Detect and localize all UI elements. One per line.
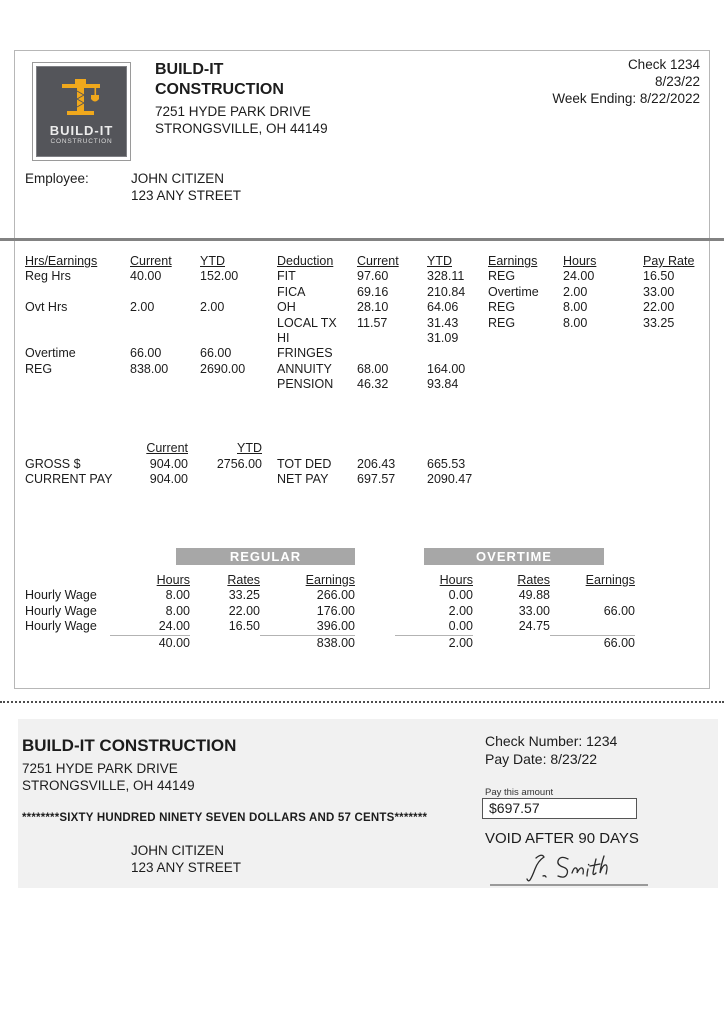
cell: 31.43 — [427, 315, 459, 330]
employee-label: Employee: — [25, 171, 89, 186]
cell: 11.57 — [357, 315, 388, 330]
cell — [200, 331, 277, 346]
cell: Overtime — [488, 284, 539, 299]
cell: 8.00 — [563, 315, 588, 330]
cell: 64.06 — [427, 300, 459, 315]
col-header: Earnings — [305, 573, 355, 587]
cell: Hourly Wage — [25, 603, 97, 618]
cell: HI — [277, 330, 290, 345]
cell: 2.00 — [448, 603, 473, 618]
cell — [550, 588, 635, 603]
check-info-block — [552, 56, 700, 107]
logo-title: BUILD-IT — [49, 123, 114, 138]
col-header: Rates — [227, 573, 260, 587]
col-header: Earnings — [585, 573, 635, 587]
cell — [357, 346, 427, 361]
cell — [25, 441, 145, 457]
employee-name: JOHN CITIZEN — [131, 171, 224, 186]
col-header: Current — [130, 254, 172, 268]
stub-divider — [0, 238, 724, 241]
overtime-table — [395, 573, 635, 650]
cell: NET PAY — [277, 472, 329, 486]
cell: REG — [488, 300, 516, 315]
cell: 210.84 — [427, 284, 466, 299]
cell — [277, 441, 357, 457]
cell: 46.32 — [357, 377, 389, 392]
cell: 24.00 — [563, 269, 595, 284]
cell: 206.43 — [357, 456, 396, 471]
cell: Ovt Hrs — [25, 300, 68, 315]
cell: PENSION — [277, 377, 334, 392]
cell — [25, 316, 130, 331]
cell: 2756.00 — [216, 456, 262, 471]
pay-amount-label: Pay this amount — [485, 787, 554, 798]
pay-amount-box: $697.57 — [482, 798, 637, 819]
cell — [488, 362, 563, 377]
cell — [550, 619, 635, 634]
cell: 66.00 — [603, 603, 635, 618]
cell — [200, 316, 277, 331]
cell: 176.00 — [316, 603, 355, 618]
col-header: YTD — [427, 254, 452, 268]
payee-address: 123 ANY STREET — [131, 860, 242, 875]
company-header — [155, 60, 328, 137]
total-cell: 838.00 — [260, 635, 355, 650]
company-address2: STRONGSVILLE, OH 44149 — [155, 121, 328, 136]
crane-icon — [60, 78, 104, 121]
col-header: Hrs/Earnings — [25, 254, 98, 268]
cell: 49.88 — [518, 588, 550, 603]
logo-subtitle: CONSTRUCTION — [50, 138, 113, 145]
cell: 2.00 — [200, 300, 225, 315]
perforation-line — [0, 701, 724, 703]
cell — [188, 472, 262, 488]
cell: 328.11 — [427, 269, 465, 284]
cell: 40.00 — [130, 269, 162, 284]
cell — [25, 573, 110, 588]
cell: 904.00 — [149, 472, 188, 486]
cell: 97.60 — [357, 269, 389, 284]
cell — [563, 346, 643, 361]
cell — [563, 377, 643, 392]
col-header: Deduction — [277, 254, 334, 268]
cell — [357, 441, 427, 457]
cell: 16.50 — [228, 619, 260, 634]
col-header: Pay Rate — [643, 254, 695, 268]
col-header: YTD — [200, 254, 225, 268]
cell: 33.25 — [228, 588, 260, 603]
cell: GROSS $ — [25, 456, 81, 471]
cell: REG — [488, 315, 516, 330]
company-logo — [32, 62, 131, 161]
total-cell — [190, 635, 260, 650]
cell: 33.00 — [518, 603, 550, 618]
regular-table — [25, 573, 355, 650]
earnings-deductions-table — [25, 254, 710, 393]
col-header: Earnings — [488, 254, 538, 268]
cell: 69.16 — [357, 284, 389, 299]
col-header: Hours — [156, 573, 190, 587]
cell — [643, 346, 710, 361]
col-header: Hours — [563, 254, 597, 268]
cell: 2090.47 — [427, 472, 473, 486]
cell: 31.09 — [427, 330, 459, 345]
check-company-name: BUILD-IT CONSTRUCTION — [22, 736, 237, 755]
check-number: Check Number: 1234 — [485, 733, 618, 749]
cell — [643, 331, 710, 346]
cell: 838.00 — [130, 361, 169, 376]
cell: 697.57 — [357, 472, 396, 486]
cell — [643, 362, 710, 377]
col-header: Current — [357, 254, 399, 268]
overtime-banner: OVERTIME — [424, 548, 604, 565]
cell — [130, 316, 200, 331]
col-header: YTD — [237, 441, 262, 455]
company-name-line1: BUILD-IT — [155, 61, 224, 78]
cell — [427, 346, 488, 361]
cell: Overtime — [25, 346, 76, 361]
cell: 0.00 — [448, 619, 473, 634]
cell — [130, 377, 200, 392]
company-name-line2: CONSTRUCTION — [155, 81, 284, 98]
check-number-line: Check 1234 — [627, 57, 700, 72]
cell — [262, 441, 277, 457]
cell: 0.00 — [448, 588, 473, 603]
cell: 66.00 — [200, 346, 232, 361]
cell: 93.84 — [427, 377, 459, 392]
cell — [563, 362, 643, 377]
cell: 24.75 — [518, 619, 550, 634]
cell — [25, 331, 130, 346]
cell: 16.50 — [643, 269, 675, 284]
cell: 33.25 — [643, 315, 675, 330]
total-cell: 2.00 — [395, 635, 473, 650]
cell: 22.00 — [228, 603, 260, 618]
pay-date: Pay Date: 8/23/22 — [485, 751, 598, 767]
check-date-line: 8/23/22 — [654, 74, 700, 89]
cell: 8.00 — [165, 588, 190, 603]
company-logo-inner — [36, 66, 127, 157]
cell: Reg Hrs — [25, 269, 71, 284]
cell: 8.00 — [165, 603, 190, 618]
cell — [488, 346, 563, 361]
cell — [262, 457, 277, 473]
cell: CURRENT PAY — [25, 472, 113, 486]
cell: FICA — [277, 284, 306, 299]
cell — [200, 377, 277, 392]
signature-line — [490, 884, 648, 886]
cell — [357, 331, 427, 346]
total-cell: 66.00 — [550, 635, 635, 650]
void-notice: VOID AFTER 90 DAYS — [485, 830, 639, 847]
cell: FIT — [277, 269, 296, 284]
cell: 2.00 — [130, 300, 155, 315]
cell: ANNUITY — [277, 361, 332, 376]
cell: FRINGES — [277, 346, 333, 361]
cell — [427, 441, 488, 457]
cell: 68.00 — [357, 361, 389, 376]
cell: 396.00 — [316, 619, 355, 634]
cell: 33.00 — [643, 284, 675, 299]
check-company-address1: 7251 HYDE PARK DRIVE — [22, 761, 178, 776]
payee-name: JOHN CITIZEN — [131, 843, 224, 858]
cell — [262, 472, 277, 488]
cell: 66.00 — [130, 346, 162, 361]
cell — [200, 285, 277, 300]
cell: Hourly Wage — [25, 619, 97, 634]
regular-banner: REGULAR — [176, 548, 355, 565]
cell: 904.00 — [149, 456, 188, 471]
col-header: Current — [146, 441, 188, 455]
total-cell — [473, 635, 550, 650]
cell: 665.53 — [427, 456, 466, 471]
col-header: Rates — [517, 573, 550, 587]
total-cell: 40.00 — [110, 635, 190, 650]
cell: Hourly Wage — [25, 588, 97, 603]
cell: 22.00 — [643, 300, 675, 315]
cell — [130, 285, 200, 300]
company-address1: 7251 HYDE PARK DRIVE — [155, 104, 311, 119]
cell — [488, 331, 563, 346]
employee-address: 123 ANY STREET — [131, 188, 242, 203]
summary-table — [25, 441, 488, 488]
cell: REG — [488, 269, 516, 284]
cell — [25, 285, 130, 300]
cell — [643, 377, 710, 392]
cell: 2690.00 — [200, 361, 246, 376]
cell: 266.00 — [316, 588, 355, 603]
cell: TOT DED — [277, 456, 332, 471]
cell: 2.00 — [563, 284, 588, 299]
col-header: Hours — [439, 573, 473, 587]
amount-in-words: ********SIXTY HUNDRED NINETY SEVEN DOLLARS AND 57 CENTS******* — [22, 812, 428, 824]
cell — [130, 331, 200, 346]
cell: 8.00 — [563, 300, 588, 315]
check-company-address2: STRONGSVILLE, OH 44149 — [22, 778, 195, 793]
cell — [563, 331, 643, 346]
cell — [25, 635, 110, 650]
cell — [25, 377, 130, 392]
cell: LOCAL TX — [277, 315, 337, 330]
cell — [488, 377, 563, 392]
week-ending-line: Week Ending: 8/22/2022 — [552, 91, 700, 106]
cell: REG — [25, 361, 53, 376]
cell: 164.00 — [427, 361, 466, 376]
cell: 152.00 — [200, 269, 239, 284]
cell: 28.10 — [357, 300, 389, 315]
cell: OH — [277, 300, 296, 315]
cell: 24.00 — [158, 619, 190, 634]
